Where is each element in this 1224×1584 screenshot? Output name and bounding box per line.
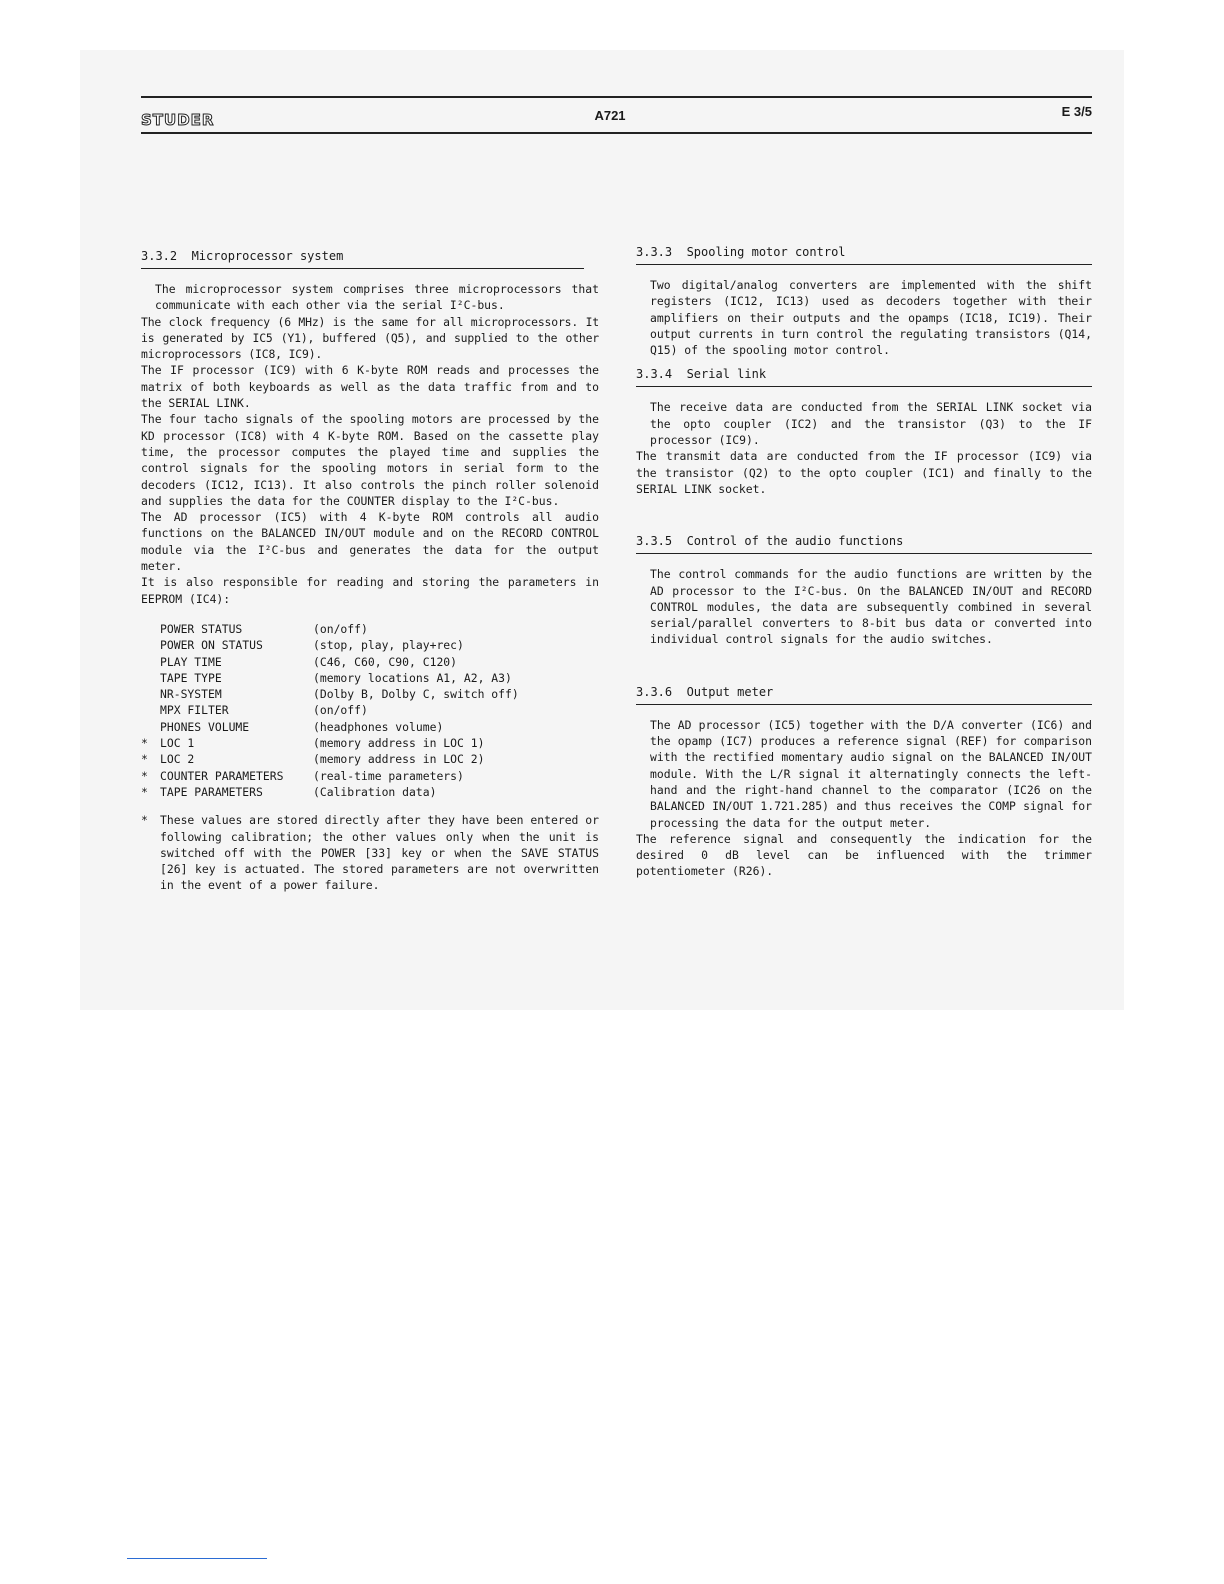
footnote-separator xyxy=(127,1558,267,1559)
paragraph: The microprocessor system comprises three microprocessors that communicate with each other via the serial I²C-bus. xyxy=(155,282,599,313)
section-rule xyxy=(636,553,1092,554)
parameter-star: * xyxy=(141,736,148,751)
parameter-description: (on/off) xyxy=(313,621,368,636)
footnote-star: * xyxy=(141,813,148,828)
parameter-star xyxy=(141,686,160,702)
left-column xyxy=(141,248,599,894)
header-top-rule xyxy=(141,96,1092,98)
header-bottom-rule xyxy=(141,132,1092,134)
paragraph: The IF processor (IC9) with 6 K-byte ROM reads and processes the matrix of both keyboards as well as the data traffic from and to the SERIAL LINK. xyxy=(141,363,599,411)
paragraph: Two digital/analog converters are implemented with the shift registers (IC12, IC13) used as decoders together with their amplifiers on their outputs and the opamps (IC18, IC19). Their output currents in turn control the regulating transistors (Q14, Q15) of the spooling motor control. xyxy=(650,278,1092,358)
parameter-description: (Dolby B, Dolby C, switch off) xyxy=(313,687,519,702)
parameter-star xyxy=(141,621,160,637)
section-title-3-3-3: 3.3.3 Spooling motor control xyxy=(636,245,846,259)
section-title-3-3-5: 3.3.5 Control of the audio functions xyxy=(636,534,904,549)
parameter-description: (real-time parameters) xyxy=(313,768,464,783)
parameter-name: COUNTER PARAMETERS xyxy=(160,768,284,783)
parameter-star: * xyxy=(141,752,148,767)
paragraph: The receive data are conducted from the SERIAL LINK socket via the opto coupler (IC2) and the transistor (Q3) to the IF processor (IC9). xyxy=(650,400,1092,448)
paragraph: The transmit data are conducted from the IF processor (IC9) via the transistor (Q2) to the opto coupler (IC1) and finally to the SERIAL LINK socket. xyxy=(636,449,1092,496)
parameter-name: NR-SYSTEM xyxy=(160,687,222,702)
footnote-text: These values are stored directly after they have been entered or following calibration; the other values only when the unit is switched off with the POWER [33] key or when the SAVE STATUS [26] key is actuated. The stored parameters are not overwritten in the event of a power failure. xyxy=(160,813,599,893)
studer-logo: STUDER xyxy=(141,111,215,129)
parameter-row xyxy=(141,686,599,702)
paragraph: The clock frequency (6 MHz) is the same for all microprocessors. It is generated by IC5 (Y1), buffered (Q5), and supplied to the other microprocessors (IC8, IC9). xyxy=(141,314,599,362)
parameter-star xyxy=(141,637,160,653)
parameter-description: (memory locations A1, A2, A3) xyxy=(313,670,512,685)
section-title-3-3-6: 3.3.6 Output meter xyxy=(636,684,774,699)
section-rule xyxy=(636,386,1092,387)
page-number: E 3/5 xyxy=(1061,104,1092,119)
parameter-row xyxy=(141,654,599,670)
parameter-row xyxy=(141,621,599,637)
parameter-name: PLAY TIME xyxy=(160,654,222,669)
parameter-description: (Calibration data) xyxy=(313,784,437,799)
section-rule xyxy=(636,704,1092,705)
paragraph: The control commands for the audio functions are written by the AD processor to the I²C-bus. On the BALANCED IN/OUT and RECORD CONTROL modules, the data are subsequently combined in several serial/parallel converters to 8-bit bus data or converted into individual control signals for the audio switches. xyxy=(650,567,1092,647)
parameter-name: TAPE PARAMETERS xyxy=(160,784,263,799)
parameter-star xyxy=(141,670,160,686)
parameter-star xyxy=(141,702,160,718)
parameter-description: (memory address in LOC 1) xyxy=(313,736,485,751)
right-column xyxy=(636,244,1092,880)
parameter-description: (on/off) xyxy=(313,703,368,718)
parameter-star: * xyxy=(141,784,148,799)
parameter-row xyxy=(141,768,599,784)
section-title-3-3-2: 3.3.2 Microprocessor system xyxy=(141,249,344,263)
section-title-3-3-4: 3.3.4 Serial link xyxy=(636,367,767,382)
parameter-row xyxy=(141,719,599,735)
parameter-row xyxy=(141,751,599,767)
footnote xyxy=(141,812,599,893)
parameter-name: PHONES VOLUME xyxy=(160,719,250,734)
parameter-row xyxy=(141,637,599,653)
parameter-row xyxy=(141,735,599,751)
section-rule xyxy=(141,268,584,269)
parameter-row xyxy=(141,784,599,800)
paragraph: The AD processor (IC5) together with the D/A converter (IC6) and the opamp (IC7) produces a reference signal (REF) for comparison with the rectified momentary audio signal on the BALANCED IN/OUT module. With the L/R signal it alternatingly connects the left-hand and the right-hand channel to the comparator (IC26 on the BALANCED IN/OUT 1.721.285) and thus receives the COMP signal for processing the data for the output meter. xyxy=(650,717,1092,830)
parameter-star xyxy=(141,654,160,670)
parameter-star: * xyxy=(141,768,148,783)
parameter-name: LOC 2 xyxy=(160,752,195,767)
model-name: A721 xyxy=(594,108,626,123)
parameter-name: POWER STATUS xyxy=(160,621,243,636)
section-rule xyxy=(636,264,1092,265)
parameter-description: (stop, play, play+rec) xyxy=(313,638,464,653)
paragraph: The AD processor (IC5) with 4 K-byte ROM controls all audio functions on the BALANCED IN/OUT module and on the RECORD CONTROL module via the I²C-bus and generates the data for the output meter. xyxy=(141,510,599,574)
parameter-description: (C46, C60, C90, C120) xyxy=(313,654,458,669)
parameter-star xyxy=(141,719,160,735)
parameter-name: MPX FILTER xyxy=(160,703,229,718)
parameter-description: (headphones volume) xyxy=(313,719,444,734)
parameter-row xyxy=(141,670,599,686)
paragraph: It is also responsible for reading and storing the parameters in EEPROM (IC4): xyxy=(141,575,599,606)
parameter-name: LOC 1 xyxy=(160,736,195,751)
paragraph: The four tacho signals of the spooling motors are processed by the KD processor (IC8) with 4 K-byte ROM. Based on the cassette play time, the processor computes the played time and supplies the control signals for the spooling motors in serial form to the decoders (IC12, IC13). It also controls the pinch roller solenoid and supplies the data for the COUNTER display to the I²C-bus. xyxy=(141,412,599,508)
parameter-row xyxy=(141,702,599,718)
parameter-name: TAPE TYPE xyxy=(160,670,222,685)
paragraph: The reference signal and consequently the indication for the desired 0 dB level can be influenced with the trimmer potentiometer (R26). xyxy=(636,831,1092,879)
parameter-name: POWER ON STATUS xyxy=(160,638,263,653)
parameter-description: (memory address in LOC 2) xyxy=(313,752,485,767)
eeprom-parameter-list xyxy=(141,621,599,800)
